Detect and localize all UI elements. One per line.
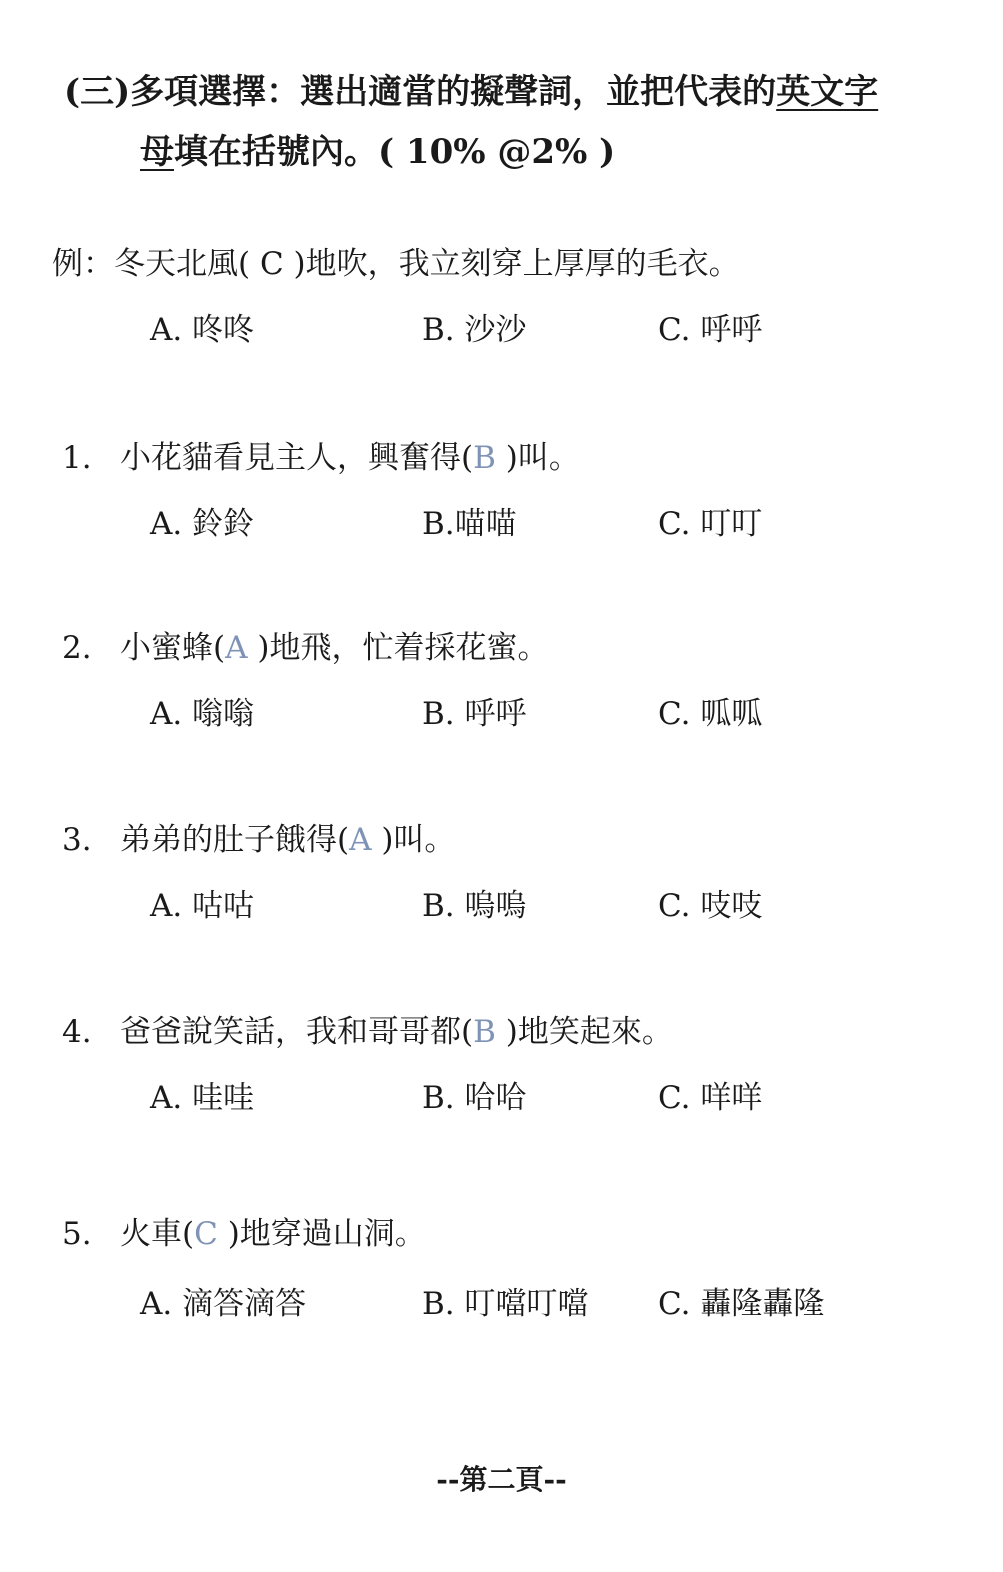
answer-letter: C xyxy=(194,1216,218,1252)
option-b: B. 沙沙 xyxy=(422,312,527,348)
option-a: A. 嗡嗡 xyxy=(150,696,255,732)
question-number: 4. xyxy=(62,1014,92,1050)
question-4 xyxy=(62,1006,673,1051)
page-footer: --第二頁-- xyxy=(436,1463,567,1496)
question-number: 2. xyxy=(62,630,92,666)
option-c: C. 叮叮 xyxy=(658,506,763,542)
option-a: A. 咚咚 xyxy=(150,312,255,348)
question-text: 火車( xyxy=(120,1216,195,1252)
title-line-1 xyxy=(64,64,878,113)
question-number: 5. xyxy=(62,1216,92,1252)
title-text: 填在括號內。( 10% @2% ) xyxy=(174,132,616,172)
option-b: B. 呼呼 xyxy=(422,696,527,732)
question-text: )地飛，忙着採花蜜。 xyxy=(247,630,549,666)
option-c: C. 轟隆轟隆 xyxy=(658,1286,825,1322)
example-text: 例：冬天北風( xyxy=(52,246,251,282)
option-b: B. 哈哈 xyxy=(422,1080,527,1116)
question-5 xyxy=(62,1208,426,1253)
option-c: C. 吱吱 xyxy=(658,888,763,924)
example-text: )地吹，我立刻穿上厚厚的毛衣。 xyxy=(293,246,740,282)
question-number: 3. xyxy=(62,822,92,858)
option-c: C. 咩咩 xyxy=(658,1080,763,1116)
option-a: A. 哇哇 xyxy=(150,1080,255,1116)
title-underlined-text: 英文字 xyxy=(776,72,879,112)
question-text: 爸爸說笑話，我和哥哥都( xyxy=(120,1014,474,1050)
question-text: )地笑起來。 xyxy=(495,1014,673,1050)
question-3 xyxy=(62,814,455,859)
question-text: )地穿過山洞。 xyxy=(217,1216,426,1252)
question-text: 小蜜蜂( xyxy=(120,630,226,666)
answer-letter: A xyxy=(349,822,372,858)
option-c: C. 呱呱 xyxy=(658,696,763,732)
option-a: A. 鈴鈴 xyxy=(150,506,255,542)
question-2 xyxy=(62,622,548,667)
option-a: A. 咕咕 xyxy=(150,888,255,924)
option-c: C. 呼呼 xyxy=(658,312,763,348)
question-text: )叫。 xyxy=(495,440,580,476)
title-underlined-text: 母 xyxy=(140,132,174,172)
option-b: B. 叮噹叮噹 xyxy=(422,1286,589,1322)
answer-letter: A xyxy=(225,630,248,666)
answer-letter: B xyxy=(473,440,496,476)
option-a: A. 滴答滴答 xyxy=(140,1286,307,1322)
option-b: B.喵喵 xyxy=(422,506,517,542)
question-text: 弟弟的肚子餓得( xyxy=(120,822,350,858)
example-answer: C xyxy=(250,246,294,282)
option-b: B. 嗚嗚 xyxy=(422,888,527,924)
question-number: 1. xyxy=(62,440,92,476)
example-question xyxy=(52,238,740,283)
title-line-2 xyxy=(140,124,615,173)
question-text: 小花貓看見主人，興奮得( xyxy=(120,440,474,476)
answer-letter: B xyxy=(473,1014,496,1050)
question-1 xyxy=(62,432,580,477)
title-text: (三)多項選擇：選出適當的擬聲詞，並把代表的 xyxy=(64,72,777,112)
question-text: )叫。 xyxy=(371,822,456,858)
